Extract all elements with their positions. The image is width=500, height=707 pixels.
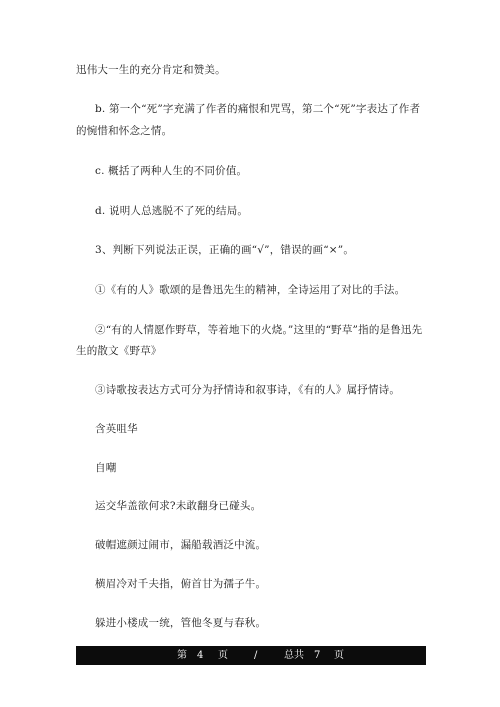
footer-total-prefix: 总共 <box>284 650 304 661</box>
text-line: 迅伟大一生的充分肯定和赞美。 <box>76 64 226 76</box>
statement-1: ①《有的人》歌颂的是鲁迅先生的精神，全诗运用了对比的手法。 <box>95 284 406 296</box>
poem-title: 自嘲 <box>95 462 117 474</box>
option-c-line: c. 概括了两种人生的不同价值。 <box>95 165 248 177</box>
text-line: 的惋惜和怀念之情。 <box>76 125 173 137</box>
poem-line: 运交华盖欲何求?未敢翻身已碰头。 <box>95 500 262 512</box>
footer-total-suffix: 页 <box>334 650 344 661</box>
question-3-heading: 3、判断下列说法正误，正确的画“√”，错误的画“×”。 <box>95 244 355 256</box>
section-heading: 含英咀华 <box>95 423 138 435</box>
footer-separator: / <box>254 650 258 661</box>
footer-page-suffix: 页 <box>218 650 228 661</box>
option-d-line: d. 说明人总逃脱不了死的结局。 <box>95 205 249 217</box>
poem-line: 破帽遮颜过闹市，漏船载酒泛中流。 <box>95 539 267 551</box>
footer-page-prefix: 第 <box>177 650 187 661</box>
option-b-line: b. 第一个“死”字充满了作者的痛恨和咒骂，第二个“死”字表达了作者 <box>95 103 421 115</box>
page-footer <box>76 646 426 665</box>
footer-total-pages: 7 <box>314 650 321 661</box>
footer-page-number: 4 <box>197 650 204 661</box>
statement-3: ③诗歌按表达方式可分为抒情诗和叙事诗，《有的人》属抒情诗。 <box>95 384 401 396</box>
poem-line: 躲进小楼成一统，管他冬夏与春秋。 <box>95 617 267 629</box>
text-line: 生的散文《野草》 <box>76 345 162 357</box>
poem-line: 横眉冷对千夫指，俯首甘为孺子牛。 <box>95 578 267 590</box>
statement-2: ②“有的人情愿作野草，等着地下的火烧。”这里的“野草”指的是鲁迅先 <box>95 324 423 336</box>
